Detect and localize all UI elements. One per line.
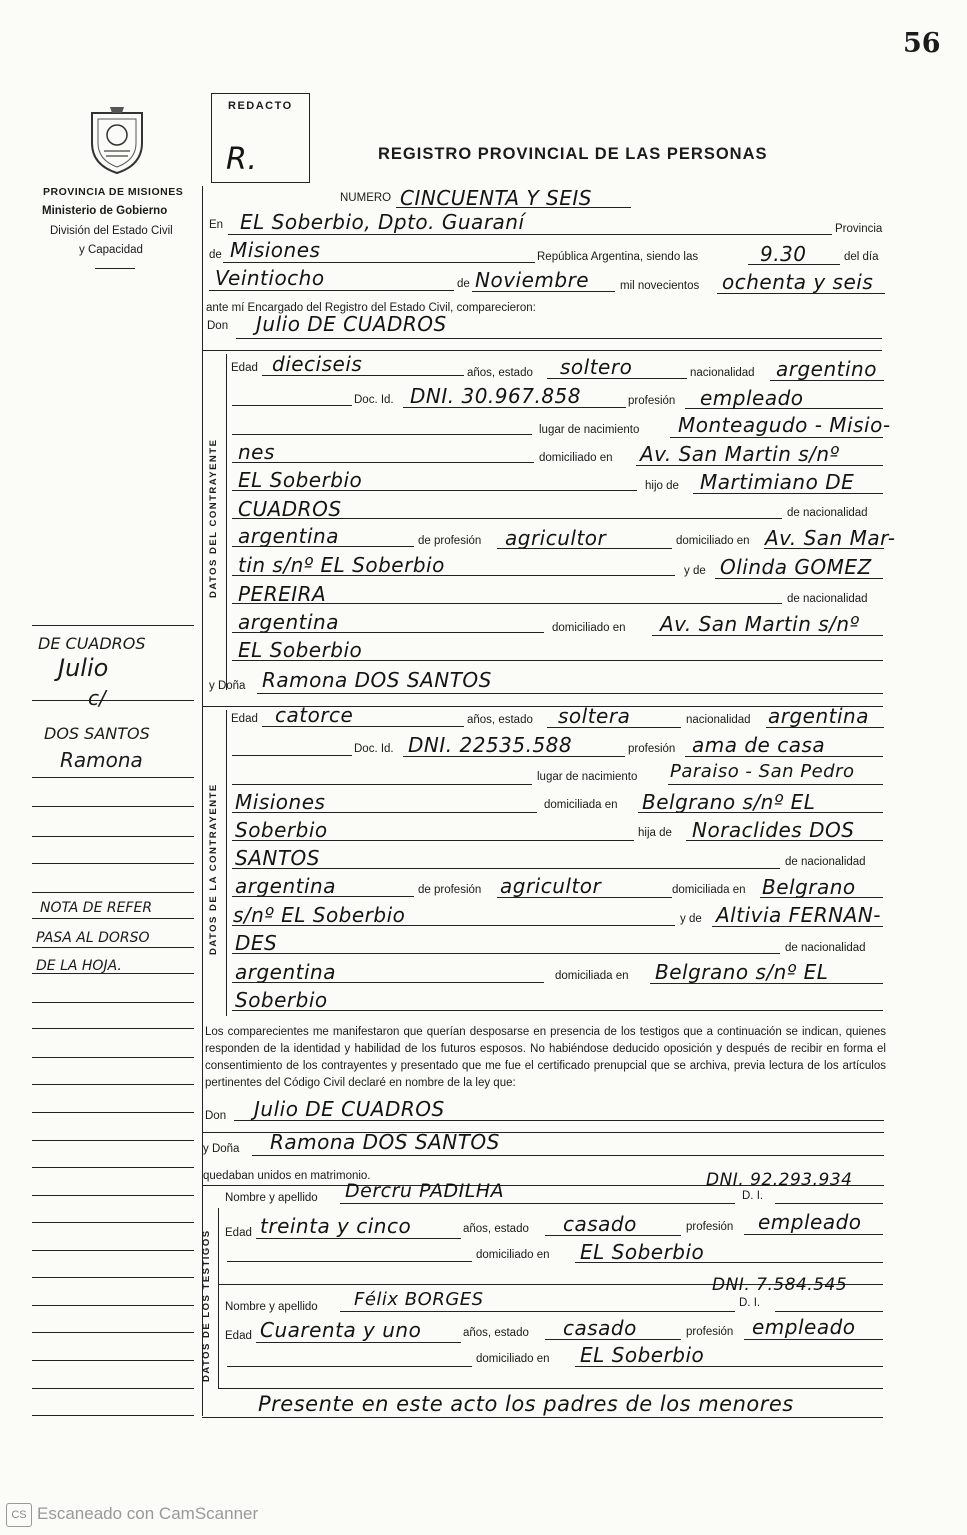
margin-rule (32, 918, 194, 919)
value-t2-edad: Cuarenta y uno (260, 1318, 422, 1342)
label-nacionalidad: nacionalidad (690, 367, 755, 379)
rule (256, 1342, 461, 1343)
label-edad: Edad (231, 362, 258, 374)
value-profesion-f: ama de casa (692, 733, 826, 757)
value-dom-f-2: Soberbio (235, 818, 328, 842)
camscanner-icon: CS (6, 1503, 32, 1527)
value-estado: soltero (560, 355, 633, 379)
label-t1-nombre: Nombre y apellido (225, 1192, 318, 1204)
section-line-2 (226, 710, 227, 1016)
label-del-dia: del día (844, 251, 879, 263)
value-doc-f: DNI. 22535.588 (408, 733, 573, 757)
rule (744, 1234, 883, 1235)
value-padre-f-dom-2: s/nº EL Soberbio (233, 903, 406, 927)
margin-rule (32, 700, 194, 701)
value-lugar-f-2: Misiones (235, 790, 326, 814)
label-y-de: y de (684, 565, 706, 577)
margin-with: c/ (88, 686, 106, 710)
margin-rule (32, 1305, 194, 1306)
division-capacidad: y Capacidad (79, 244, 143, 256)
rule (670, 437, 883, 438)
margin-note-3: DE LA HOJA. (36, 958, 122, 974)
rule (256, 1238, 461, 1239)
label-doc: Doc. Id. (354, 394, 394, 406)
value-t2-di: DNI. 7.584.545 (712, 1275, 848, 1295)
label-doc-f: Doc. Id. (354, 743, 394, 755)
label-t1-estado: años, estado (463, 1223, 529, 1235)
margin-rule (32, 625, 194, 626)
province-name: PROVINCIA DE MISIONES (43, 186, 184, 198)
rule (232, 405, 352, 406)
header-divider (95, 268, 135, 269)
rule (202, 1417, 883, 1418)
value-madre-dom-2: EL Soberbio (238, 638, 363, 662)
page-number: 56 (903, 28, 941, 59)
margin-rule (32, 1277, 194, 1278)
label-quedaban: quedaban unidos en matrimonio. (203, 1170, 371, 1182)
rule (232, 1010, 883, 1011)
camscanner-watermark: Escaneado con CamScanner (37, 1504, 259, 1523)
margin-rule (32, 1140, 194, 1141)
margin-rule (32, 836, 194, 837)
rule (775, 1311, 883, 1312)
label-domiciliada: domiciliada en (544, 799, 618, 811)
label-t1-di: D. I. (742, 1190, 764, 1202)
value-padre-f-dom-1: Belgrano (762, 875, 856, 899)
section-label-contrayente: DATOS DEL CONTRAYENTE (208, 438, 219, 598)
label-padre-f-domicilio: domiciliada en (672, 884, 746, 896)
rule (228, 234, 832, 235)
value-dia: Veintiocho (215, 266, 325, 290)
rule (227, 1366, 472, 1367)
label-ante: ante mí Encargado del Registro del Estado Civil, comparecieron: (206, 302, 536, 314)
label-don-2: Don (205, 1110, 227, 1122)
value-padre-prof: agricultor (505, 526, 607, 550)
value-madre-f-dom-2: Soberbio (235, 988, 328, 1012)
section-line-3 (218, 1208, 219, 1388)
section-label-testigos: DATOS DE LOS TESTIGOS (201, 1229, 212, 1382)
margin-rule (32, 1388, 194, 1389)
label-padre-profesion: de profesión (418, 535, 482, 547)
value-dona-2: Ramona DOS SANTOS (270, 1130, 500, 1154)
rule (232, 462, 534, 463)
label-y-dona: y Doña (209, 680, 246, 692)
value-profesion: empleado (700, 386, 804, 410)
value-edad: dieciseis (272, 352, 363, 376)
label-hijo: hijo de (645, 480, 679, 492)
margin-rule (32, 1002, 194, 1003)
margin-rule (32, 806, 194, 807)
value-padre-nac: argentina (238, 524, 339, 548)
label-t1-edad: Edad (225, 1227, 252, 1239)
value-provincia: Misiones (230, 238, 321, 262)
value-madre-2: PEREIRA (238, 582, 327, 606)
value-t1-di: DNI. 92.293.934 (706, 1170, 853, 1190)
rule (202, 350, 882, 351)
label-t2-domicilio: domiciliado en (476, 1353, 550, 1365)
ministry-name: Ministerio de Gobierno (42, 205, 168, 217)
margin-rule (32, 777, 194, 778)
margin-note-1: NOTA DE REFER (40, 900, 153, 916)
value-edad-f: catorce (275, 703, 354, 727)
value-dona: Ramona DOS SANTOS (262, 668, 492, 692)
label-estado: años, estado (467, 367, 533, 379)
value-final-note: Presente en este acto los padres de los menores (258, 1392, 794, 1416)
value-domicilio-1: Av. San Martin s/nº (640, 442, 840, 466)
declaration-paragraph: Los comparecientes me manifestaron que querían desposarse en presencia de los testigos que a continuación se indican, quienes responden de la identidad y habilidad de los futuros esposos. No habiéndose deducido oposición y después de recibir en forma el consentimiento de los contrayentes y presentado que me fue el certificado prenupcial que se archiva, previa lectura de los artículos pertinentes del Código Civil declaré en nombre de la ley que: (205, 1026, 886, 1089)
rule (227, 1261, 472, 1262)
value-t2-prof: empleado (752, 1315, 856, 1339)
label-t2-nombre: Nombre y apellido (225, 1301, 318, 1313)
value-t1-estado: casado (563, 1212, 637, 1236)
margin-rule (32, 1332, 194, 1333)
rule (209, 290, 454, 291)
registry-title: REGISTRO PROVINCIAL DE LAS PERSONAS (378, 145, 768, 163)
rule (232, 434, 532, 435)
provincial-seal-icon (84, 103, 150, 175)
margin-rule (32, 892, 194, 893)
margin-rule (32, 1250, 194, 1251)
margin-name-bride: Ramona (60, 748, 143, 772)
rule (232, 784, 532, 785)
value-lugar-1: Monteagudo - Misio- (678, 413, 891, 437)
value-padre-dom-1: Av. San Mar- (765, 526, 896, 550)
margin-rule (32, 1084, 194, 1085)
label-padre-nacionalidad: de nacionalidad (787, 507, 868, 519)
label-estado-f: años, estado (467, 714, 533, 726)
value-madre-1: Olinda GOMEZ (720, 555, 872, 579)
label-domiciliado: domiciliado en (539, 452, 613, 464)
value-doc: DNI. 30.967.858 (410, 384, 581, 408)
label-en: En (209, 219, 224, 231)
value-padre-f-prof: agricultor (500, 874, 602, 898)
value-lugar-f-1: Paraiso - San Pedro (670, 761, 855, 782)
rule (775, 1203, 883, 1204)
margin-rule (32, 947, 194, 948)
label-madre-domicilio: domiciliado en (552, 622, 626, 634)
label-padre-domicilio: domiciliado en (676, 535, 750, 547)
rule (252, 1155, 884, 1156)
rule (340, 1203, 735, 1204)
margin-rule (32, 1028, 194, 1029)
value-madre-f-dom-1: Belgrano s/nº EL (655, 960, 829, 984)
rule (232, 755, 352, 756)
section-line-1 (226, 354, 227, 690)
margin-rule (32, 1167, 194, 1168)
label-t1-profesion: profesión (686, 1221, 734, 1233)
value-t1-nombre: Dercru PADILHA (345, 1180, 505, 1202)
label-t1-domicilio: domiciliado en (476, 1249, 550, 1261)
value-t2-dom: EL Soberbio (580, 1343, 705, 1367)
value-padre-f-1: Noraclides DOS (692, 818, 855, 842)
margin-surname-groom: DE CUADROS (38, 634, 146, 653)
label-edad-f: Edad (231, 713, 258, 725)
margin-rule (32, 1195, 194, 1196)
label-mil: mil novecientos (620, 280, 700, 292)
label-hija: hija de (638, 827, 672, 839)
margin-note-2: PASA AL DORSO (36, 930, 150, 946)
label-t2-profesion: profesión (686, 1326, 734, 1338)
value-nacionalidad: argentino (776, 357, 877, 381)
label-y-de-f: y de (680, 913, 702, 925)
value-nacionalidad-f: argentina (768, 704, 869, 728)
label-profesion: profesión (628, 395, 676, 407)
label-padre-f-nacionalidad: de nacionalidad (785, 856, 866, 868)
value-t2-estado: casado (563, 1316, 637, 1340)
label-y-dona-2: y Doña (203, 1143, 240, 1155)
value-hora: 9.30 (760, 242, 807, 266)
redacto-initial: R. (226, 142, 258, 177)
value-padre-2: CUADROS (238, 497, 342, 521)
margin-name-groom: Julio (58, 654, 109, 682)
value-numero: CINCUENTA Y SEIS (400, 186, 592, 210)
value-estado-f: soltera (558, 704, 631, 728)
value-padre-dom-2: tin s/nº EL Soberbio (238, 553, 445, 577)
value-madre-dom-1: Av. San Martin s/nº (660, 612, 860, 636)
rule (257, 693, 883, 694)
value-dom-f-1: Belgrano s/nº EL (642, 790, 816, 814)
value-don-2: Julio DE CUADROS (254, 1097, 445, 1121)
label-de: de (209, 249, 222, 261)
label-lugar: lugar de nacimiento (539, 424, 640, 436)
value-padre-f-nac: argentina (235, 874, 336, 898)
label-t2-di: D. I. (739, 1297, 761, 1309)
rule (232, 953, 780, 954)
label-nacionalidad-f: nacionalidad (686, 714, 751, 726)
margin-rule (32, 1222, 194, 1223)
value-don: Julio DE CUADROS (256, 312, 447, 336)
label-numero: NUMERO (340, 192, 392, 204)
label-t2-estado: años, estado (463, 1327, 529, 1339)
margin-rule (32, 1112, 194, 1113)
value-t2-nombre: Félix BORGES (354, 1289, 484, 1310)
margin-rule (32, 1415, 194, 1416)
division-name: División del Estado Civil (50, 225, 173, 237)
rule (223, 262, 535, 263)
value-madre-nac: argentina (238, 610, 339, 634)
label-de-mes: de (457, 278, 470, 290)
rule (236, 338, 882, 339)
label-profesion-f: profesión (628, 743, 676, 755)
value-madre-f-2: DES (235, 931, 278, 955)
margin-rule (32, 1057, 194, 1058)
section-label-contrayenta: DATOS DE LA CONTRAYENTE (208, 783, 219, 955)
label-madre-nacionalidad: de nacionalidad (787, 593, 868, 605)
margin-surname-bride: DOS SANTOS (44, 724, 150, 743)
label-provincia: Provincia (835, 223, 883, 235)
value-madre-f-1: Altivia FERNAN- (716, 903, 881, 927)
value-t1-edad: treinta y cinco (260, 1214, 412, 1238)
value-en: EL Soberbio, Dpto. Guaraní (240, 210, 525, 234)
label-madre-f-domicilio: domiciliada en (555, 970, 629, 982)
label-padre-f-profesion: de profesión (418, 884, 482, 896)
value-anio: ochenta y seis (722, 270, 874, 294)
value-lugar-2: nes (238, 440, 275, 464)
redacto-label: REDACTO (228, 100, 293, 112)
value-madre-f-nac: argentina (235, 960, 336, 984)
margin-rule (32, 863, 194, 864)
label-t2-edad: Edad (225, 1330, 252, 1342)
value-padre-f-2: SANTOS (235, 846, 320, 870)
margin-rule (32, 1360, 194, 1361)
value-padre-1: Martimiano DE (700, 470, 855, 494)
label-madre-f-nacionalidad: de nacionalidad (785, 942, 866, 954)
rule (218, 1388, 883, 1389)
label-lugar-f: lugar de nacimiento (537, 771, 638, 783)
value-t1-prof: empleado (758, 1210, 862, 1234)
label-don: Don (207, 320, 229, 332)
rule (668, 784, 883, 785)
value-t1-dom: EL Soberbio (580, 1240, 705, 1264)
value-domicilio-2: EL Soberbio (238, 468, 363, 492)
rule (340, 1311, 735, 1312)
value-mes: Noviembre (475, 268, 590, 292)
label-republica: República Argentina, siendo las (537, 251, 699, 263)
rule (744, 1339, 883, 1340)
